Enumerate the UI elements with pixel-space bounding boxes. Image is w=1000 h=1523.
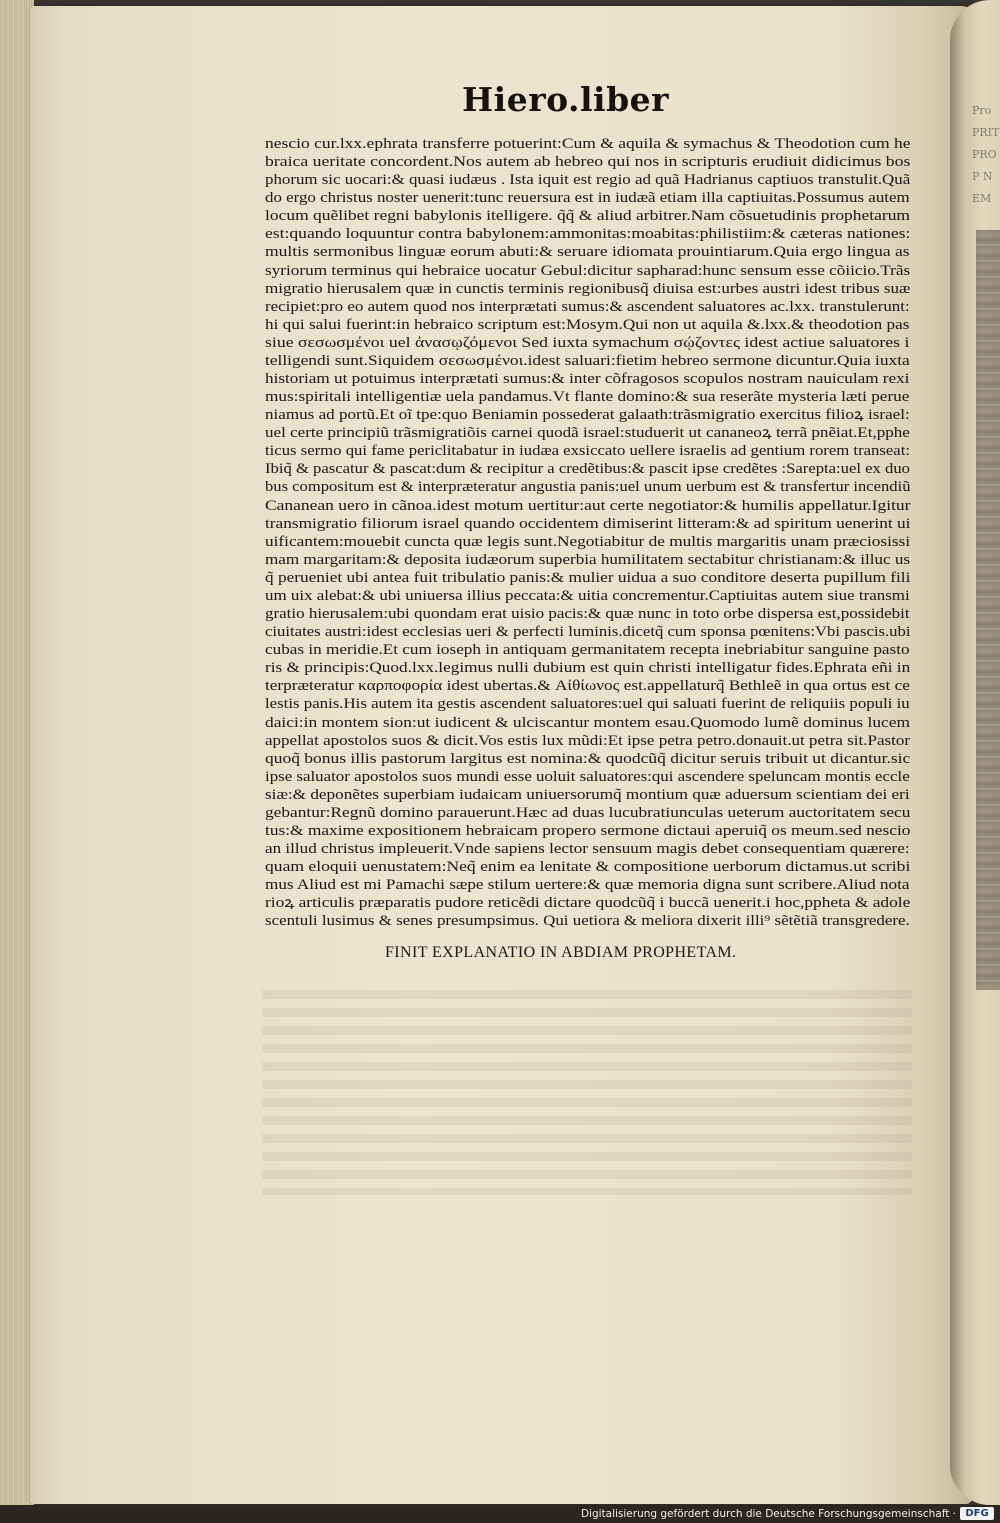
text-line: uificantem:mouebit cuncta quæ legis sunt.Negotiabitur de multis margaritis unam præciosissi xyxy=(265,533,911,550)
text-line: nescio cur.lxx.ephrata transferre potuerint:Cum & aquila & symachus & Theodotion cum he xyxy=(265,136,911,152)
text-line: do ergo christus noster uenerit:tunc reuersura est in iudæã etiam illa captiuitas.Possumus autem xyxy=(265,190,910,207)
dfg-logo: DFG xyxy=(960,1507,994,1520)
text-line: terpræteratur καρποφορία idest ubertas.& Αἰθίωνος est.appellaturq̃ Bethleẽ in qua ortus est ce xyxy=(265,678,910,695)
text-line: quoq̃ bonus illis pastorum largitus est nomina:& quodcũq̃ dicitur seruis tribuit ut dicantur.sic xyxy=(265,750,911,767)
text-line: recipiet:pro eo autem quod nos interprætati sumus:& ascendent saluatores ac.lxx. transtulerunt: xyxy=(265,298,910,315)
text-line: transmigratio filiorum israel quando occidentem dimiserint litteram:& ad spiritum uenerint ui xyxy=(265,515,911,532)
text-line: migratio hierusalem quæ in cunctis terminis regionibusq̃ diuisa est:urbes austri idest tribus suæ xyxy=(265,280,911,297)
text-line: ipse saluator apostolos suos mundi esse uoluit saluatores:qui ascendere speluncam montis eccle xyxy=(265,768,910,785)
text-line: mus:spiritali intelligentiæ uela pandamus.Vt flante domino:& sua reserãte mysteria læti perue xyxy=(265,389,910,406)
show-through-shadow xyxy=(262,990,912,1195)
page-fore-edge xyxy=(0,0,34,1505)
text-line: braica ueritate concordent.Nos autem ab hebreo qui nos in scripturis erudiuit didicimus bos xyxy=(265,154,911,171)
text-line: an illud christus impleuerit.Vnde sapiens lector sensuum magis debet consequentiam quærere: xyxy=(265,841,910,858)
text-line: historiam ut potuimus interprætati sumus:& inter cõfragosos scopulos nostram nauiculam rexi xyxy=(265,371,910,388)
text-line: Cananean uero in cãnoa.idest motum uertitur:aut certe negotiator:& humilis appellatur.Igitur xyxy=(265,497,911,514)
facing-page-text-fragment: Pro PRIT PROP NEM xyxy=(972,104,1000,205)
text-line: gratio hierusalem:ubi quondam erat uisio pacis:& quæ nunc in toto orbe dispersa est,possidebit xyxy=(265,606,910,623)
text-line: q̃ perueniet ubi antea fuit tribulatio panis:& mulier uidua a suo conditore deserta pupillum fili xyxy=(265,569,911,586)
text-line: siæ:& deponẽtes superbiam iudaicam uniuersorumq̃ montium quæ aduersum scientiam dei eri xyxy=(265,786,910,803)
text-line: tus:& maxime expositionem hebraicam propero sermone dictaui aperuiq̃ os meum.sed nescio xyxy=(265,822,911,839)
text-line: bus compositum est & interpræteratur angustia panis:uel unum uerbum est & transfertur incendiũ xyxy=(265,479,911,496)
footer-credit: Digitalisierung gefördert durch die Deutsche Forschungsgemeinschaft · xyxy=(580,1508,956,1520)
text-line: gebantur:Regnũ domino parauerunt.Hæc ad duas lucubratiunculas ueterum auctoritatem secu xyxy=(265,804,911,821)
text-line: quam eloquii uenustatem:Neq̃ enim ea lenitate & compositione uerborum dictamus.ut scribi xyxy=(265,859,911,876)
text-line: rioꝝ articulis præparatis pudore reticẽdi dictare quodcũq̃ i buccã uenerit.i hoc,ppheta & adole xyxy=(265,895,911,912)
text-line: ticus sermo qui fame periclitabatur in iudæa exsiccato uellere israelis ad gentium rorem transeat: xyxy=(265,443,910,460)
text-line: uel certe principiũ trãsmigratiõis carnei quodã israel:studuerit ut cananeoꝝ terrã pnẽiat.Et,pphe xyxy=(265,425,910,442)
text-line: ciuitates austri:idest ecclesias ueri & perfecti luminis.dicetq̃ cum sponsa pœnitens:Vbi pascis.ubi xyxy=(265,624,911,641)
colophon: FINIT EXPLANATIO IN ABDIAM PROPHETAM. xyxy=(385,944,737,961)
text-line: multis sermonibus linguæ eorum abuti:& seruare idiomata prouintiarum.Quia ergo lingua as xyxy=(265,244,910,261)
text-line: Ibiq̃ & pascatur & pascat:dum & recipitur a credẽtibus:& pascit ipse credẽtes :Sarepta:uel ex duo xyxy=(265,461,910,478)
text-line: hi qui salui fuerint:in hebraico scriptum est:Mosym.Qui non ut aquila &.lxx.& theodotion pas xyxy=(265,316,910,333)
text-line: syriorum terminus qui hebraice uocatur Gebul:dicitur sapharad:hunc sensum esse cõiicio.Trãs xyxy=(265,262,911,279)
text-line: um uix alebat:& ubi uniuersa illius peccata:& uitia concrementur.Captiuitas autem siue transmi xyxy=(265,587,910,604)
text-line: telligendi sunt.Siquidem σεσωσμένοι.idest saluari:fietim hebreo sermone dicuntur.Quia iuxta xyxy=(265,352,910,369)
text-line: siue σεσωσμένοι uel ἀνασῳζόμενοι Sed iuxta symachum σῴζοντες idest actiue saluatores i xyxy=(265,334,910,351)
text-line: lestis panis.His autem ita gestis ascendent saluatores:uel qui saluati fuerint de reliquiis populi iu xyxy=(265,696,910,713)
text-line: phorum sic uocari:& quasi iudæus . Ista iquit est regio ad quã Hadrianus captiuos transtulit.Quã xyxy=(265,172,911,189)
text-line: est:quando loquuntur contra babylonem:ammonitas:moabitas:philistiim:& cæteras nationes: xyxy=(265,226,911,243)
running-head: Hiero.liber xyxy=(462,80,670,119)
text-line: mam margaritam:& deposita iudæorum superbia humilitatem sectabitur christianam:& illuc us xyxy=(265,551,911,568)
text-line: daici:in montem sion:ut iudicent & ulciscantur montem esau.Quomodo lumẽ dominus lucem xyxy=(265,714,911,731)
text-block xyxy=(265,135,910,930)
text-line: cubas in meridie.Et cum ioseph in antiquam germanitatem recepta inebriabitur sanguine pasto xyxy=(265,642,910,659)
text-line: appellat apostolos suos & dicit.Vos estis lux mũdi:Et ipse petra petro.donauit.ut petra sit.Pastor xyxy=(265,732,911,749)
text-line: niamus ad portũ.Et oĩ tpe:quo Beniamin possederat galaath:trãsmigratio exercitus filioꝝ israel: xyxy=(265,407,910,424)
text-line: mus Aliud est mi Pamachi sæpe stilum uertere:& quæ memoria digna sunt scribere.Aliud nota xyxy=(265,877,910,894)
text-line: ris & principis:Quod.lxx.legimus nulli dubium est quin christi intelligatur fides.Ephrata eñi in xyxy=(265,660,911,677)
text-line: scentuli lusimus & senes presumpsimus. Qui uetiora & meliora dixerit illi⁹ sẽtẽtiã transgredere. xyxy=(265,913,910,930)
text-line: locum quẽlibet regni babylonis itelligere. q̃q̃ & aliud arbitrer.Nam cõsuetudinis prophetarum xyxy=(265,208,911,225)
